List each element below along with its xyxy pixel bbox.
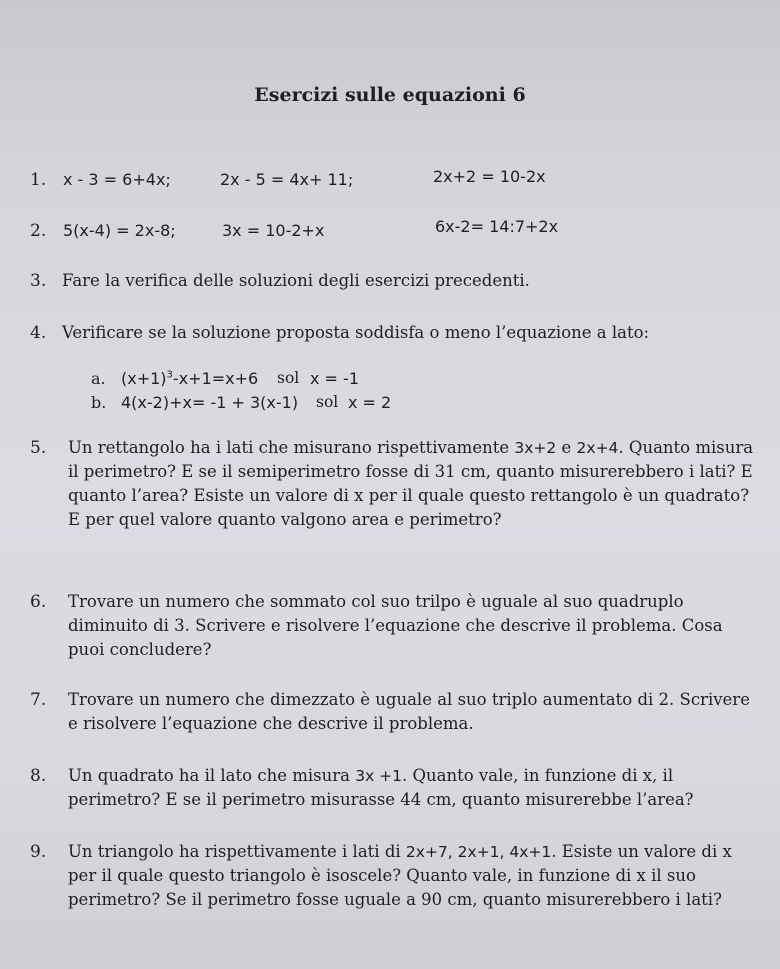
exercise-3-number: 3. [30,271,47,291]
exercise-2-number: 2. [30,221,47,241]
exercise-8-number: 8. [30,766,47,786]
exercise-1-equation-1: x - 3 = 6+4x; [63,170,171,189]
exercise-4b-label: b. [91,393,107,412]
exercise-4a-equation: $(x+1)^3-x+1=x+6$ [121,369,259,388]
exercise-7-text: Trovare un numero che dimezzato è uguale al suo triplo aumentato di 2. Scrivere e risolvere l’equazione che descrive il problema. [68,690,750,733]
exercise-9-number: 9. [30,842,47,862]
exercise-6-number: 6. [30,592,47,612]
exercise-4a-label: a. [91,369,106,388]
exercise-7-number: 7. [30,690,47,710]
exercise-1-equation-2: 2x - 5 = 4x+ 11; [220,170,354,189]
exercise-4-text: Verificare se la soluzione proposta soddisfa o meno l’equazione a lato: [62,323,650,342]
exercise-2-equation-1: 5(x-4) = 2x-8; [63,221,176,240]
exercise-8-text: Un quadrato ha il lato che misura 3x +1. Quanto vale, in funzione di x, il perimetro? E se il perimetro misurasse 44 cm, quanto misurerebbe l’area? [68,766,694,809]
exercise-3-text: Fare la verifica delle soluzioni degli esercizi precedenti. [62,271,530,290]
exercise-4a-solution: x = -1 [310,369,359,388]
exercise-6-text: Trovare un numero che sommato col suo trilpo è uguale al suo quadruplo diminuito di 3. Scrivere e risolvere l’equazione che descrive il problema. Cosa puoi concludere? [68,592,723,659]
exercise-4-number: 4. [30,323,47,343]
exercise-9-text: Un triangolo ha rispettivamente i lati di 2x+7, 2x+1, 4x+1. Esiste un valore di x per il quale questo triangolo è isoscele? Quanto vale, in funzione di x il suo perimetro? Se il perimetro fosse uguale a 90 cm, quanto misurerebbero i lati? [68,842,732,909]
exercise-1-equation-3: 2x+2 = 10-2x [433,167,546,186]
exercise-2-equation-3: 6x-2= 14:7+2x [435,217,559,236]
exercise-4b-sol-word: sol [316,393,339,411]
exercise-2-equation-2: 3x = 10-2+x [222,221,325,240]
exercise-4b-equation: 4(x-2)+x= -1 + 3(x-1) [121,393,299,412]
exercise-4a-sol-word: sol [277,369,300,387]
exercise-5-number: 5. [30,438,47,458]
exercise-4b-solution: x = 2 [348,393,392,412]
exercise-1-number: 1. [30,170,47,190]
exercise-5-text: Un rettangolo ha i lati che misurano rispettivamente 3x+2 e 2x+4. Quanto misura il perimetro? E se il semiperimetro fosse di 31 cm, quanto misurerebbero i lati? E quanto l’area? Esiste un valore di x per il quale questo rettangolo è un quadrato? E per quel valore quanto valgono area e perimetro? [68,438,754,529]
page-title: Esercizi sulle equazioni 6 [254,84,526,106]
